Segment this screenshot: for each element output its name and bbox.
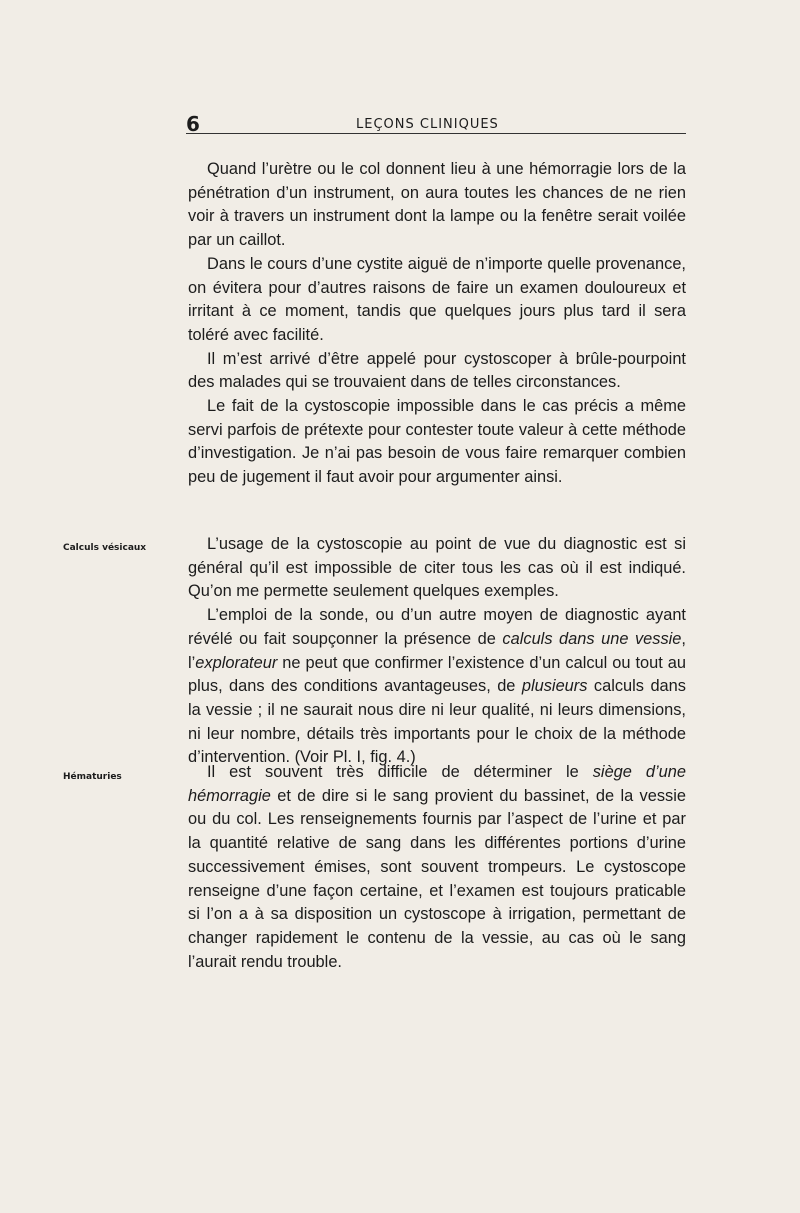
text-block-2 [188,533,686,770]
paragraph-5: L’usage de la cystoscopie au point de vue du diagnostic est si général qu’il est impossible de citer tous les cas où il est indiqué. Qu’on me permette seulement quelques exemples. [188,535,686,601]
paragraph-1: Quand l’urètre ou le col donnent lieu à une hémorragie lors de la pénétration d’un instrument, on aura toutes les chances de ne rien voir à travers un instrument dont la lampe ou la fenêtre serait voilée par un caillot. [188,160,686,250]
header-rule [186,133,686,134]
paragraph-4: Le fait de la cystoscopie impossible dans le cas précis a même servi parfois de prétexte pour contester toute valeur à cette méthode d’investigation. Je n’ai pas besoin de vous faire remarquer combien peu de jugement il faut avoir pour argumenter ainsi. [188,397,686,487]
paragraph-7-text-2: et de dire si le sang provient du bassinet, de la vessie ou du col. Les renseignements fournis par l’aspect de l’urine et par la quantité relative de sang dans les différentes portions d’urine successivement émises, sont souvent trompeurs. Le cystoscope renseigne d’une façon certaine, et l’examen est toujours praticable si l’on a à sa disposition un cystoscope à irrigation, permettant de changer rapidement le contenu de la vessie, au cas où le sang l’aurait rendu trouble. [188,786,686,971]
text-block-1 [188,158,686,490]
paragraph-7-italic-1: siège d’une hémorragie [188,763,686,805]
page-header [186,112,686,134]
paragraph-6-text-2: , l’ [188,629,686,672]
paragraph-3: Il m’est arrivé d’être appelé pour cystoscoper à brûle-pourpoint des malades qui se trouvaient dans de telles circonstances. [188,349,686,392]
paragraph-6-text-4: calculs dans la vessie ; il ne saurait nous dire ni leur qualité, ni leurs dimensions, ni leur nombre, détails très importants pour le choix de la méthode d’intervention. (Voir Pl. I, fig. 4.) [188,677,686,767]
running-title: LEÇONS CLINIQUES [356,117,499,132]
text-block-3 [188,761,686,974]
margin-note-hematuries: Hématuries [63,772,122,782]
paragraph-6-italic-1: calculs dans une vessie [502,629,682,648]
page-number: 6 [186,112,200,136]
paragraph-2: Dans le cours d’une cystite aiguë de n’importe quelle provenance, on évitera pour d’autres raisons de faire un examen douloureux et irritant à ce moment, tandis que quelques jours plus tard il sera toléré avec facilité. [188,254,686,344]
margin-note-calculs: Calculs vésicaux [63,543,147,553]
paragraph-6-text-1: L’emploi de la sonde, ou d’un autre moyen de diagnostic ayant révélé ou fait soupçonner la présence de [188,606,686,648]
paragraph-6-italic-2: explorateur [195,653,278,672]
paragraph-6-text-3: ne peut que confirmer l’existence d’un calcul ou tout au plus, dans des conditions avantageuses, de [188,653,686,696]
paragraph-6 [188,604,686,770]
paragraph-7-text-1: Il est souvent très difficile de déterminer le [207,763,593,781]
paragraph-7 [188,761,686,974]
paragraph-6-italic-3: plusieurs [521,677,588,696]
